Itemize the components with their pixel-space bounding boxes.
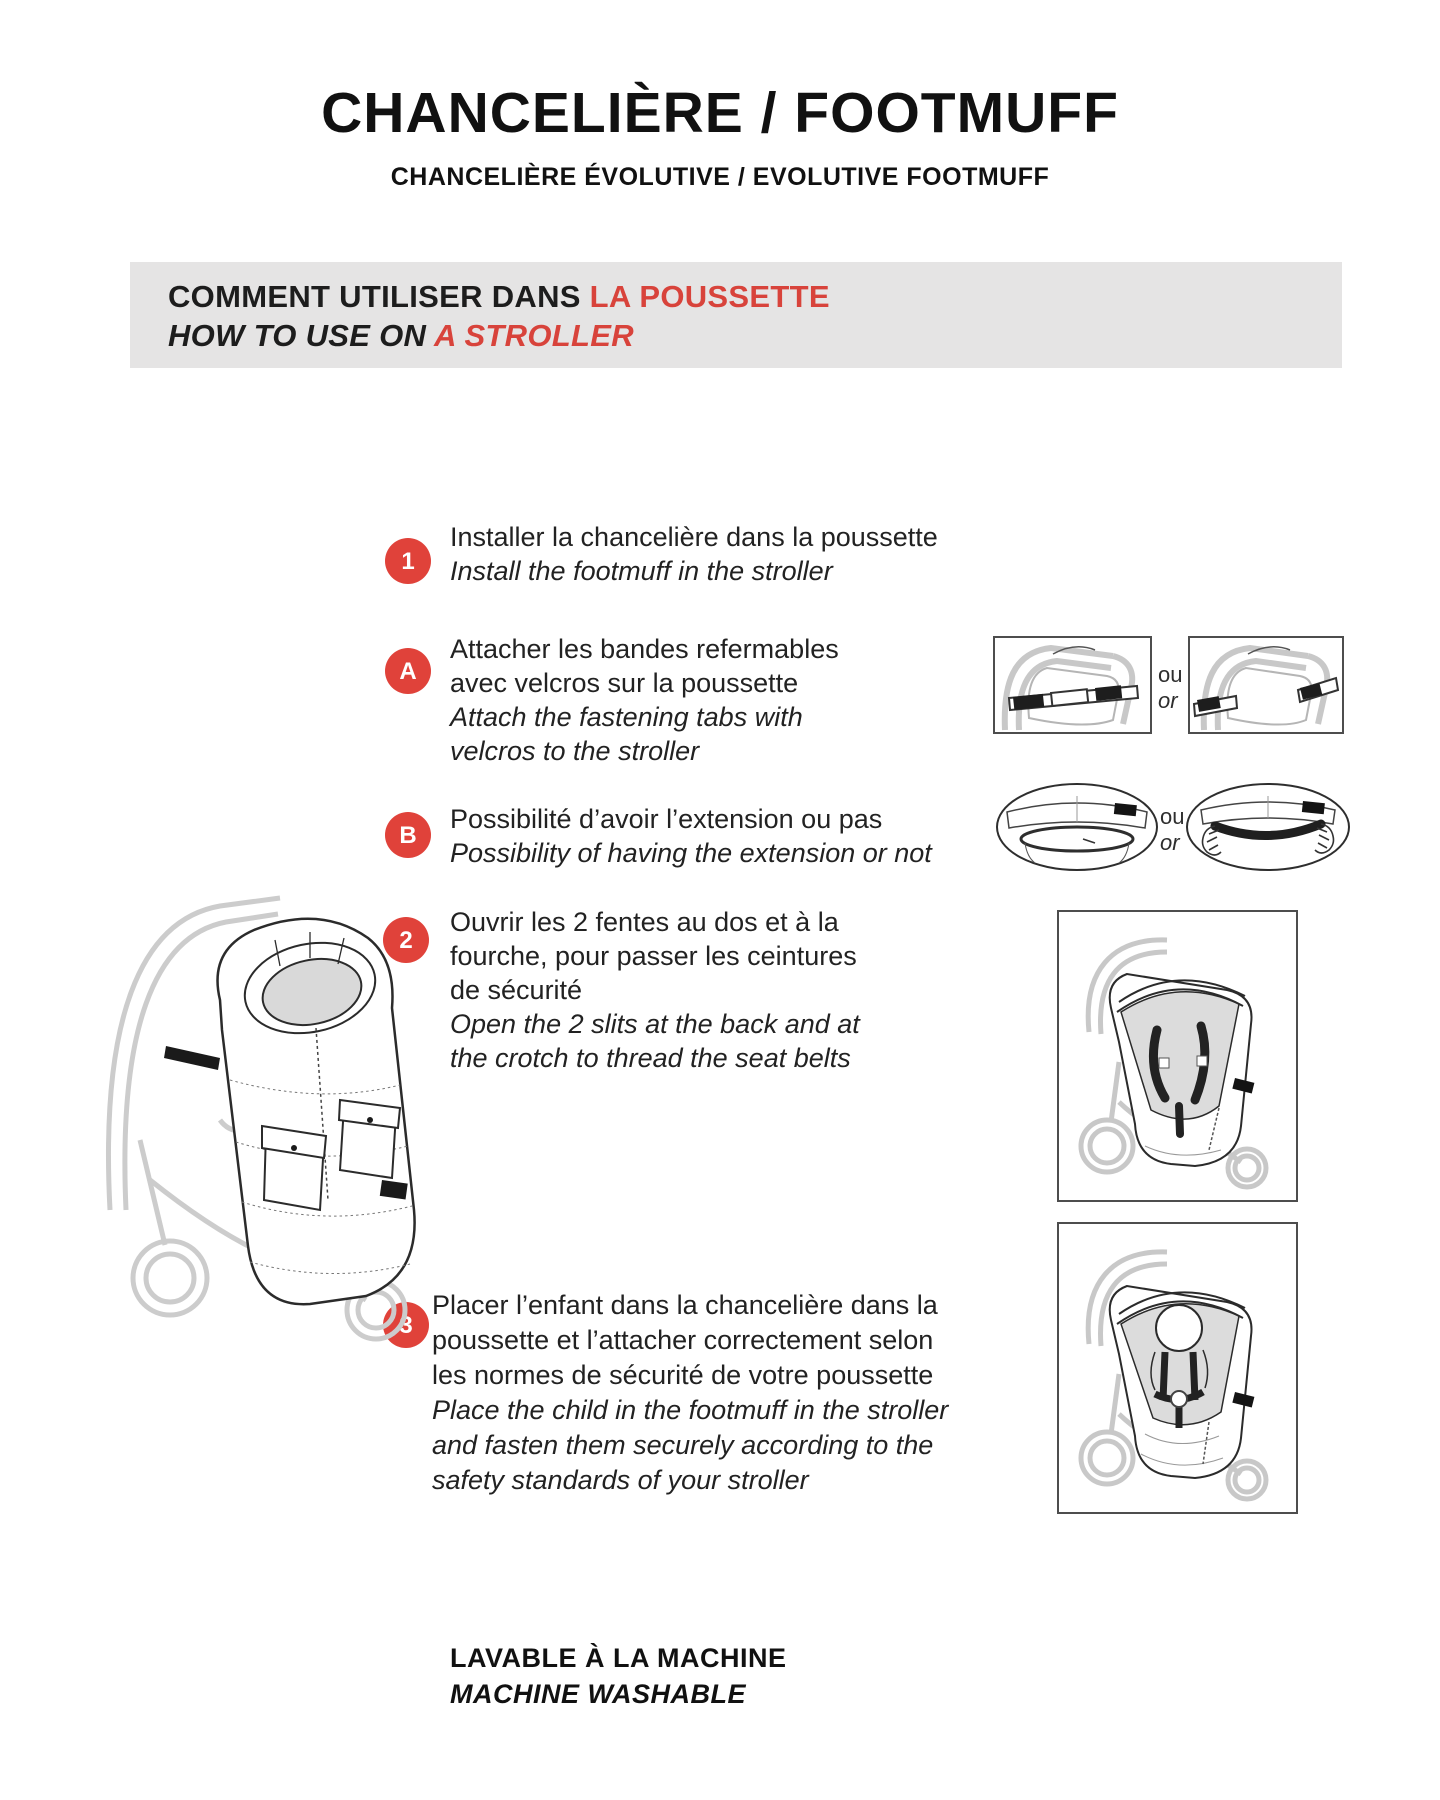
footmuff-bottom-icon <box>995 782 1159 872</box>
step-b-badge: B <box>385 812 431 858</box>
step-2-fr-line: fourche, pour passer les ceintures <box>450 941 857 971</box>
strap-on-seatback-diagram <box>993 636 1152 734</box>
washing-note-fr: LAVABLE À LA MACHINE <box>450 1643 787 1673</box>
page-title: CHANCELIÈRE / FOOTMUFF <box>321 81 1119 145</box>
step-a-fr-line: Attacher les bandes refermables <box>450 634 839 664</box>
section-banner <box>130 262 1342 368</box>
stroller-strap-center-icon <box>995 638 1150 732</box>
step-a-text <box>450 632 839 768</box>
step-a-badge: A <box>385 648 431 694</box>
step-3-badge: 3 <box>383 1302 429 1348</box>
washing-note <box>450 1640 786 1712</box>
step-b-text <box>450 802 932 870</box>
step-2-en-line: Open the 2 slits at the back and at <box>450 1009 860 1039</box>
step-3-fr-line: les normes de sécurité de votre poussette <box>432 1360 934 1390</box>
banner-line-fr-red: LA POUSSETTE <box>589 279 830 314</box>
step-1-fr-line: Installer la chancelière dans la poussette <box>450 522 938 552</box>
banner-line-en-black: HOW TO USE ON <box>168 318 434 353</box>
or-label-a <box>1158 662 1182 714</box>
step-a-fr-line: avec velcros sur la poussette <box>450 668 799 698</box>
step-1-badge: 1 <box>385 538 431 584</box>
page-subtitle: CHANCELIÈRE ÉVOLUTIVE / EVOLUTIVE FOOTMUFF <box>390 163 1050 191</box>
or-label-fr: ou <box>1160 804 1185 829</box>
stroller-open-footmuff-icon <box>1059 912 1296 1200</box>
banner-line-en-red: A STROLLER <box>434 318 634 353</box>
footmuff-on-stroller-illustration <box>70 880 445 1360</box>
step-2-text <box>450 905 860 1075</box>
open-slits-diagram <box>1057 910 1298 1202</box>
stroller-strap-sides-icon <box>1190 638 1342 732</box>
step-3-en-line: Place the child in the footmuff in the stroller <box>432 1395 949 1425</box>
stroller-child-harness-icon <box>1059 1224 1296 1512</box>
step-3-fr-line: poussette et l’attacher correctement selon <box>432 1325 934 1355</box>
step-1-text <box>450 520 938 588</box>
extension-removal-diagram <box>1185 782 1351 872</box>
or-label-b <box>1160 804 1184 856</box>
step-3-en-line: and fasten them securely according to the <box>432 1430 934 1460</box>
child-in-footmuff-diagram <box>1057 1222 1298 1514</box>
strap-on-frame-diagram <box>1188 636 1344 734</box>
or-label-en: or <box>1160 830 1180 855</box>
step-b-fr-line: Possibilité d’avoir l’extension ou pas <box>450 804 883 834</box>
step-1-en-line: Install the footmuff in the stroller <box>450 556 833 586</box>
banner-line-fr-black: COMMENT UTILISER DANS <box>168 279 590 314</box>
step-2-fr-line: Ouvrir les 2 fentes au dos et à la <box>450 907 839 937</box>
step-b-en-line: Possibility of having the extension or not <box>450 838 932 868</box>
step-2-fr-line: de sécurité <box>450 975 583 1005</box>
banner-line-en <box>168 316 1342 355</box>
banner-line-fr <box>168 277 1342 316</box>
step-3-text <box>432 1288 948 1498</box>
step-2-badge: 2 <box>383 917 429 963</box>
footmuff-stroller-icon <box>70 880 445 1360</box>
extension-attached-diagram <box>995 782 1159 872</box>
or-label-fr: ou <box>1158 662 1183 687</box>
hands-pulling-extension-icon <box>1185 782 1351 872</box>
step-a-en-line: velcros to the stroller <box>450 736 700 766</box>
step-2-en-line: the crotch to thread the seat belts <box>450 1043 851 1073</box>
or-label-en: or <box>1158 688 1178 713</box>
step-a-en-line: Attach the fastening tabs with <box>450 702 803 732</box>
step-3-fr-line: Placer l’enfant dans la chancelière dans la <box>432 1290 938 1320</box>
washing-note-en: MACHINE WASHABLE <box>450 1679 746 1709</box>
step-3-en-line: safety standards of your stroller <box>432 1465 809 1495</box>
